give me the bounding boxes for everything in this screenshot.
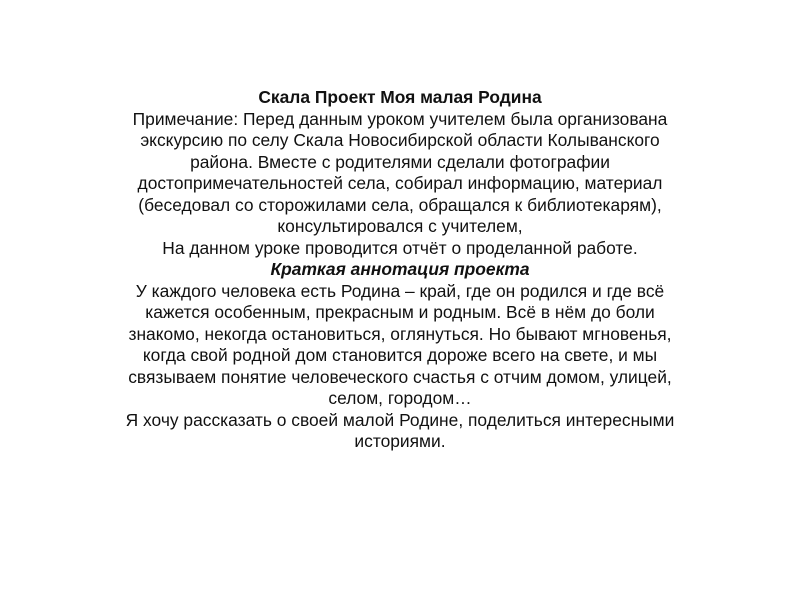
annotation-heading: Краткая аннотация проекта	[270, 259, 530, 279]
annotation-line: Я хочу рассказать о своей малой Родине, поделиться интересными	[125, 409, 675, 430]
note-line: Примечание: Перед данным уроком учителем была организована	[132, 108, 668, 129]
note-line: консультировался с учителем,	[277, 216, 523, 236]
annotation-line: связываем понятие человеческого счастья с отчим домом, улицей,	[128, 366, 672, 387]
note-line: На данном уроке проводится отчёт о проделанной работе.	[162, 237, 638, 258]
slide-title: Скала Проект Моя малая Родина	[258, 87, 542, 107]
annotation-line: селом, городом…	[328, 388, 472, 408]
note-line: (беседовал со сторожилами села, обращался к библиотекарям),	[138, 194, 662, 215]
note-line: экскурсию по селу Скала Новосибирской области Колыванского	[140, 130, 660, 150]
annotation-line: У каждого человека есть Родина – край, где он родился и где всё	[135, 280, 665, 301]
text-block	[70, 87, 730, 453]
annotation-line: когда свой родной дом становится дороже всего на свете, и мы	[142, 345, 658, 365]
annotation-line: историями.	[354, 431, 446, 451]
annotation-line: знакомо, некогда остановиться, оглянуться. Но бывают мгновенья,	[128, 323, 672, 344]
note-line: района. Вместе с родителями сделали фотографии	[190, 151, 610, 172]
annotation-line: кажется особенным, прекрасным и родным. Всё в нём до боли	[145, 302, 655, 322]
note-line: достопримечательностей села, собирал информацию, материал	[137, 173, 663, 193]
